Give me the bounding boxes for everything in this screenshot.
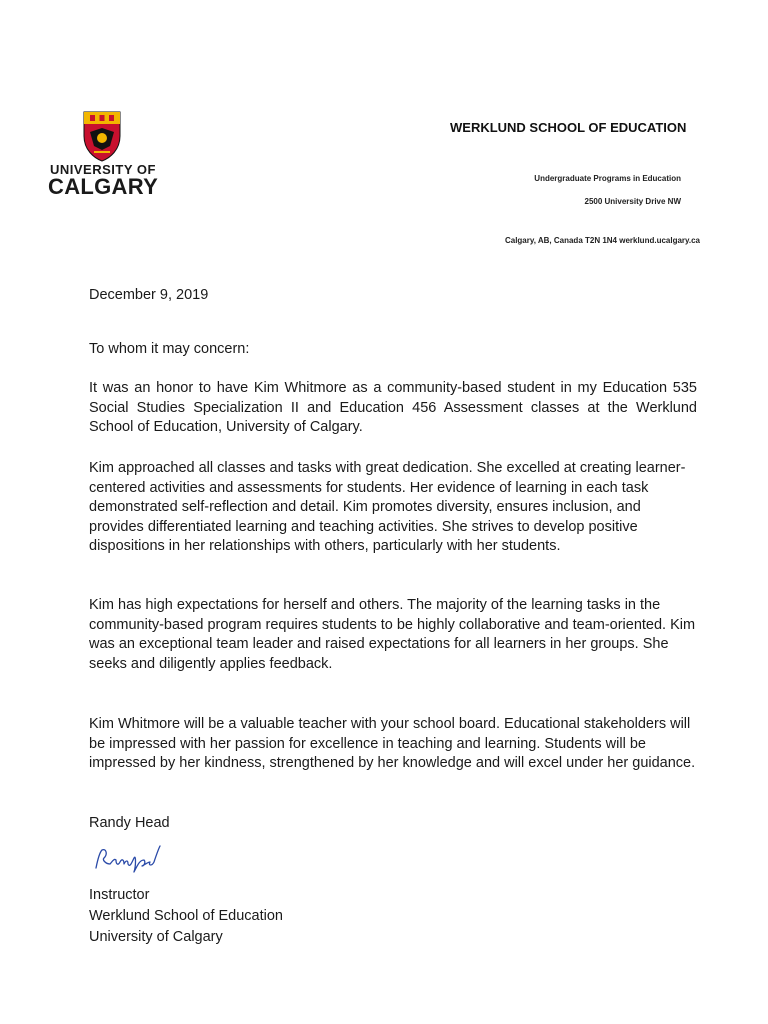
handwritten-signature [92,840,164,880]
school-title: WERKLUND SCHOOL OF EDUCATION [450,120,687,135]
body-paragraph-3: Kim has high expectations for herself and others. The majority of the learning tasks in the community-based program requires students to be highly collaborative and team-oriented. Kim was an exceptional team leader and raised expectations for all learners in her groups. She seeks and diligently applies feedback. [89,597,696,672]
signer-university: University of Calgary [89,929,223,945]
signer-name: Randy Head [89,815,170,831]
signature-block [89,885,697,948]
letter-date: December 9, 2019 [89,287,209,303]
city-website-line: Calgary, AB, Canada T2N 1N4 werklund.ucalgary.ca [504,236,700,245]
university-name-line2: CALGARY [48,174,159,199]
salutation: To whom it may concern: [89,341,250,357]
department-line: Undergraduate Programs in Education [534,174,681,183]
body-paragraph-4: Kim Whitmore will be a valuable teacher with your school board. Educational stakeholders will be impressed with her passion for excellence in teaching and learning. Students will be impressed by her kindness, strengthened by her knowledge and will excel under her guidance. [89,716,696,771]
university-crest-icon [82,110,122,162]
university-name-line1: UNIVERSITY OF [50,162,156,177]
street-address: 2500 University Drive NW [584,197,681,206]
signer-title: Instructor [89,887,150,903]
body-paragraph-2: Kim approached all classes and tasks with great dedication. She excelled at creating learner-centered activities and assessments for students. Her evidence of learning in each task demonstrated self-reflection and detail. Kim promotes diversity, ensures inclusion, and provides differentiated learning and teaching activities. She strives to develop positive dispositions in her relationships with others, particularly with her students. [89,460,686,554]
body-paragraph-1: It was an honor to have Kim Whitmore as a community-based student in my Education 535 Social Studies Specialization II and Education 456 Assessment classes at the Werklund School of Education, University of Calgary. [89,380,697,435]
signer-school: Werklund School of Education [89,908,283,924]
